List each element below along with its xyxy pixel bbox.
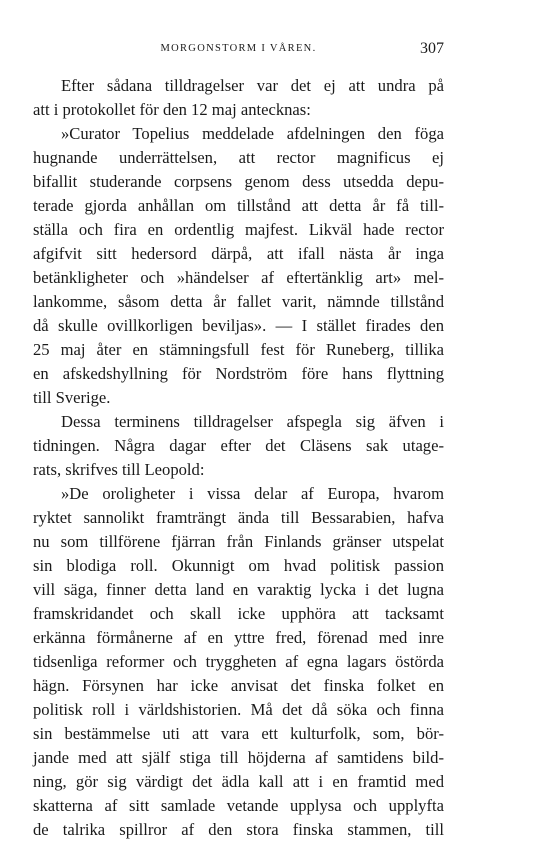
text-line: till Sverige. [33,388,111,407]
text-line: vill säga, finner detta land en varaktig lycka i det lugna [33,580,444,599]
text-line: sin blodiga roll. Okunnigt om hvad politisk passion [33,556,444,575]
text-line: då skulle ovillkorligen beviljas». — I stället firades den [33,316,444,335]
text-line: ning, gör sig värdigt det ädla kall att i en framtid med [33,772,444,791]
text-line: rats, skrifves till Leopold: [33,460,205,479]
text-line: ryktet sannolikt framträngt ända till Bessarabien, hafva [33,508,444,527]
text-line: tidningen. Några dagar efter det Cläsens sak utage- [33,436,444,455]
text-line: erkänna förmånerne af en yttre fred, förenad med inre [33,628,444,647]
text-line: betänkligheter och »händelser af eftertänklig art» mel- [33,268,444,287]
running-header [33,39,444,59]
page-number: 307 [420,40,444,57]
text-line: att i protokollet för den 12 maj antecknas: [33,100,311,119]
text-line: Dessa terminens tilldragelser afspegla sig äfven i [61,412,444,431]
text-line: de talrika spillror af den stora finska stammen, till [33,820,444,839]
text-line: afgifvit sitt hedersord därpå, att ifall nästa år inga [33,244,444,263]
text-line: lankomme, såsom detta år fallet varit, nämnde tillstånd [33,292,444,311]
text-line: hägn. Försynen har icke anvisat det finska folket en [33,676,444,695]
text-line: tidsenliga reformer och tryggheten af egna lagars östörda [33,652,444,671]
text-line: nu som tillförene fjärran från Finlands gränser utspelat [33,532,444,551]
text-line: skatterna af sitt samlade vetande upplysa och upplyfta [33,796,444,815]
running-title: MORGONSTORM I VÅREN. [160,43,317,54]
text-line: framskridandet och skall icke upphöra att tacksamt [33,604,444,623]
text-line: sin bestämmelse uti att vara ett kulturfolk, som, bör- [33,724,444,743]
text-line: en afskedshyllning för Nordström före hans flyttning [33,364,444,383]
text-line: bifallit studerande corpsens genom dess utsedda depu- [33,172,444,191]
body-text [33,74,444,842]
text-line: Efter sådana tilldragelser var det ej att undra på [61,76,444,95]
text-line: jande med att själf stiga till höjderna af samtidens bild- [33,748,444,767]
text-line: »De oroligheter i vissa delar af Europa, hvarom [61,484,444,503]
text-line: 25 maj åter en stämningsfull fest för Runeberg, tillika [33,340,444,359]
text-line: politisk roll i världshistorien. Må det då söka och finna [33,700,444,719]
text-line: terade gjorda anhållan om tillstånd att detta år få till- [33,196,444,215]
text-line: ställa och fira en ordentlig majfest. Likväl hade rector [33,220,444,239]
text-line: »Curator Topelius meddelade afdelningen den föga [61,124,444,143]
text-line: hugnande underrättelsen, att rector magnificus ej [33,148,444,167]
